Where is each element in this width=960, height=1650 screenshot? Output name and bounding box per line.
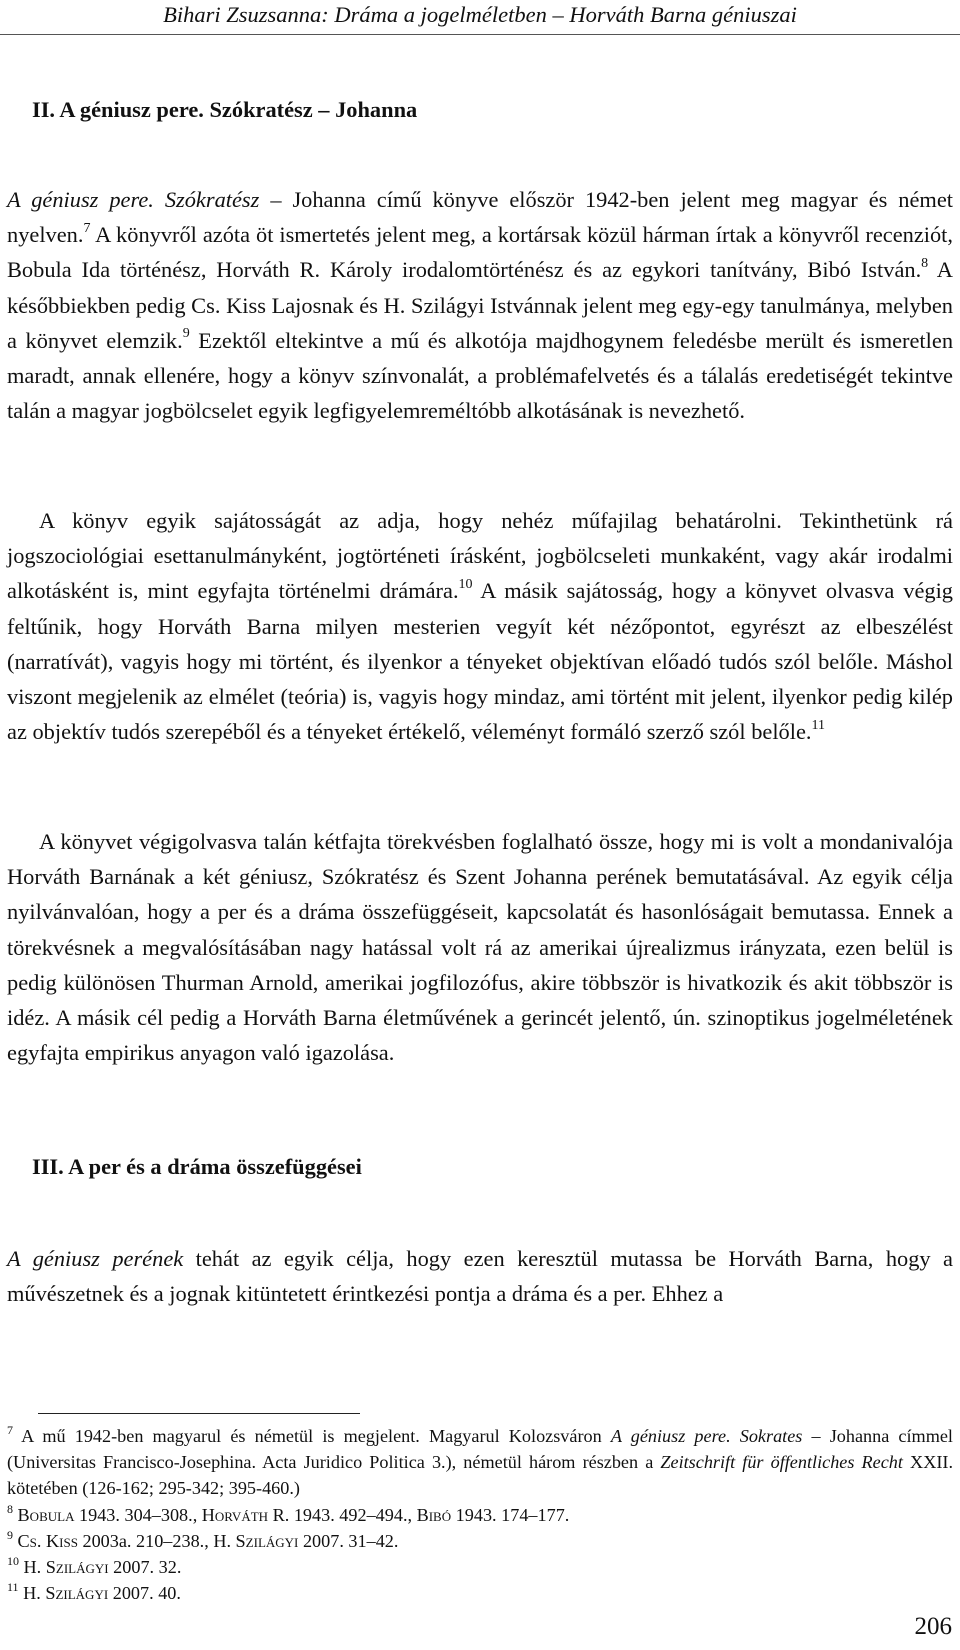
book-title-italic: A géniusz pere. Szókratész	[7, 187, 260, 212]
section-heading-2: II. A géniusz pere. Szókratész – Johanna	[32, 97, 418, 122]
footnotes	[7, 1423, 953, 1606]
footnote-8: $^8$ Bobula 1943. 304–308., Horváth R. 1943. 492–494., Bibó 1943. 174–177.	[7, 1501, 570, 1525]
footnote-7: $^7$ A mű 1942-ben magyarul és németül is megjelent. Magyarul Kolozsváron A géniusz pere. Sokrates – Johanna címmel (Universitas Francisco-Josephina. Acta Juridico Politica 3.), németül három részben a Zeitschrift für öffentliches Recht XXII. kötetében (126-162; 295-342; 395-460.)	[7, 1422, 953, 1499]
footnote-ref-10[interactable]: 10	[458, 576, 473, 592]
page-number: 206	[914, 1613, 952, 1640]
section-heading-3: III. A per és a dráma összefüggései	[32, 1154, 362, 1179]
header-rule	[0, 34, 960, 35]
footnote-ref-11[interactable]: 11	[811, 717, 825, 733]
book-title-italic: A géniusz perének	[7, 1246, 184, 1271]
footnote-separator	[38, 1413, 360, 1414]
footnote-9: $^9$ Cs. Kiss 2003a. 210–238., H. Szilágyi 2007. 31–42.	[7, 1527, 399, 1551]
paragraph-4: A géniusz perének tehát az egyik célja, hogy ezen keresztül mutassa be Horváth Barna, hogy a művészetnek és a jognak kitüntetett érintkezési pontja a dráma és a per. Ehhez a	[7, 1246, 953, 1307]
footnote-ref-9[interactable]: 9	[182, 326, 190, 342]
footnote-11: $^{11}$ H. Szilágyi 2007. 40.	[7, 1580, 181, 1604]
paragraph-1: A géniusz pere. Szókratész – Johanna című könyve először 1942-ben jelent meg magyar és német nyelven.$^7$ A könyvről azóta öt ismertetés jelent meg, a kortársak közül hárman írtak a könyvről recenziót, Bobula Ida történész, Horváth R. Károly irodalomtörténész és az egykori tanítvány, Bibó István.$^8$ A későbbiekben pedig Cs. Kiss Lajosnak és H. Szilágyi Istvánnak jelent meg egy-egy tanulmánya, melyben a könyvet elemzik.$^9$ Ezektől eltekintve a mű és alkotója majdhogynem feledésbe merült és ismeretlen maradt, annak ellenére, hogy a könyv színvonalát, a problémafelvetés és a tálalás eredetiségét tekintve talán a magyar jogbölcselet egyik legfigyelemreméltóbb alkotásának is nevezhető.	[7, 187, 954, 424]
footnote-10: $^{10}$ H. Szilágyi 2007. 32.	[7, 1553, 182, 1578]
footnote-ref-7[interactable]: 7	[83, 220, 91, 236]
paragraph-2: A könyv egyik sajátosságát az adja, hogy nehéz műfajilag behatárolni. Tekinthetünk rá jogszociológiai esettanulmányként, jogtörténeti írásként, jogbölcseleti munkaként, vagy akár irodalmi alkotásként is, mint egyfajta történelmi drámára.$^{10}$ A másik sajátosság, hogy a könyvet olvasva végig feltűnik, hogy Horváth Barna milyen mesterien vegyít két nézőpontot, egyrészt az elbeszélést (narratívát), vagyis hogy mi történt, és ilyenkor a tényeket objektívan előadó tudós szól belőle. Máshol viszont megjelenik az elmélet (teória) is, vagyis hogy mindaz, ami történt mit jelent, ilyenkor pedig kilép az objektív tudós szerepéből és a tényeket értékelő, véleményt formáló szerző szól belőle.$^{11}$	[7, 508, 953, 745]
footnote-ref-8[interactable]: 8	[921, 255, 929, 271]
running-head: Bihari Zsuzsanna: Dráma a jogelméletben – Horváth Barna géniuszai	[163, 2, 797, 27]
paragraph-3: A könyvet végigolvasva talán kétfajta törekvésben foglalható össze, hogy mi is volt a mondanivalója Horváth Barnának a két géniusz, Szókratész és Szent Johanna perének bemutatásával. Az egyik célja nyilvánvalóan, hogy a per és a dráma összefüggéseit, kapcsolatát és hasonlóságait bemutassa. Ennek a törekvésnek a megvalósításában nagy hatással volt rá az amerikai újrealizmus irányzata, ezen belül is pedig különösen Thurman Arnold, amerikai jogfilozófus, akire többször is hivatkozik és akit többször is idéz. A másik cél pedig a Horváth Barna életművének a gerincét jelentő, ún. szinoptikus jogelméletének egyfajta empirikus anyagon való igazolása.	[7, 829, 953, 1066]
